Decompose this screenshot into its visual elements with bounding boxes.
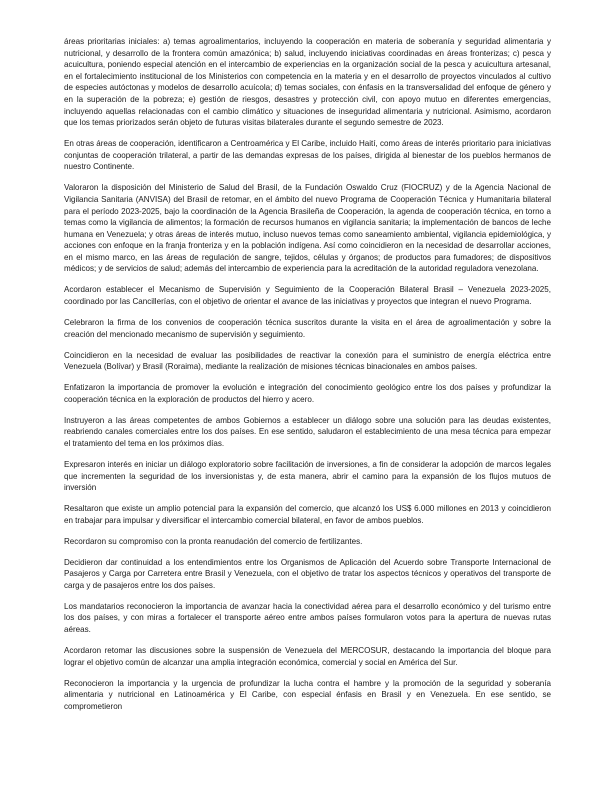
paragraph-geological-knowledge: Enfatizaron la importancia de promover la evolución e integración del conocimiento geológico entre los dos países y profundizar la cooperación técnica en la exploración de productos del hierro y acero. — [64, 383, 551, 404]
paragraph-agreements-signed: Celebraron la firma de los convenios de cooperación técnica suscritos durante la visita en el área de agroalimentación y sobre la creación del mencionado mecanismo de supervisión y seguimiento. — [64, 318, 551, 339]
paragraph-investment-facilitation: Expresaron interés en iniciar un diálogo exploratorio sobre facilitación de inversiones, a fin de considerar la adopción de marcos legales que incrementen la seguridad de los inversionistas y, de esta manera, abrir el camino para la expansión de los flujos mutuos de inversión — [64, 459, 551, 493]
paragraph-health-cooperation: Valoraron la disposición del Ministerio de Salud del Brasil, de la Fundación Oswaldo Cruz (FIOCRUZ) y de la Agencia Nacional de Vigilancia Sanitaria (ANVISA) del Brasil de retomar, en el ámbito del nuevo Programa de Cooperación Técnica y Humanitaria bilateral para el período 2023-2025, bajo la coordinación de la Agencia Brasileña de Cooperación, la agenda de cooperación técnica, en torno a temas como la vigilancia de alimentos; la formación de recursos humanos en vigilancia sanitaria; la implementación de bancos de leche humana en Venezuela; y otras áreas de interés mutuo, incluso nuevos temas como saneamiento ambiental, vigilancia epidemiológica, y acciones con enfoque en la franja fronteriza y en la población indígena. Así como coincidieron en la necesidad de desarrollar acciones, en el mismo marco, en las áreas de regulación de sangre, tejidos, células y órganos; de productos para fumadores; de dispositivos médicos; y de servicios de salud; además del intercambio de experiencia para la acreditación de la autoridad reguladora venezolana. — [64, 183, 551, 274]
paragraph-supervision-mechanism: Acordaron establecer el Mecanismo de Supervisión y Seguimiento de la Cooperación Bilateral Brasil – Venezuela 2023-2025, coordinado por las Cancillerías, con el objetivo de orientar el avance de las iniciativas y proyectos que integran el nuevo Programa. — [64, 285, 551, 307]
paragraph-priority-areas: áreas prioritarias iniciales: a) temas agroalimentarios, incluyendo la cooperación en materia de soberanía y seguridad alimentaria y nutricional, y desarrollo de la frontera común amazónica; b) salud, incluyendo iniciativas coordinadas en áreas fronterizas; c) pesca y acuicultura, poniendo especial atención en el intercambio de experiencias en la organización social de la pesca y acuicultura artesanal, en el fortalecimiento institucional de los Ministerios con competencia en la materia y en el desarrollo de proyectos vinculados al cultivo de especies autóctonas y modelos de desarrollo acuícola; d) temas sociales, con énfasis en la transversalidad del enfoque de género y en la superación de la pobreza; e) gestión de riesgos, desastres y protección civil, con apoyo mutuo en diferentes emergencias, incluyendo aquellas relacionadas con el cambio climático y situaciones de inseguridad alimentaria y nutricional. Asimismo, acordaron que los temas priorizados serán objeto de futuras visitas bilaterales durante el segundo semestre de 2023. — [64, 37, 551, 128]
paragraph-debts-dialogue: Instruyeron a las áreas competentes de ambos Gobiernos a establecer un diálogo sobre una solución para las deudas existentes, reabriendo canales comerciales entre los dos países. En ese sentido, saludaron el establecimiento de una mesa técnica para empezar el tratamiento del tema en los próximos días. — [64, 415, 551, 448]
paragraph-road-transport: Decidieron dar continuidad a los entendimientos entre los Organismos de Aplicación del Acuerdo sobre Transporte Internacional de Pasajeros y Carga por Carretera entre Brasil y Venezuela, con el objetivo de tratar los aspectos técnicos y operativos del transporte de carga y de pasajeros entre los dos países. — [64, 557, 551, 590]
paragraph-fertilizers: Recordaron su compromiso con la pronta reanudación del comercio de fertilizantes. — [64, 536, 363, 546]
paragraph-mercosur: Acordaron retomar las discusiones sobre la suspensión de Venezuela del MERCOSUR, destacando la importancia del bloque para lograr el objetivo común de alcanzar una amplia integración económica, comercial y social en América del Sur. — [64, 646, 551, 667]
paragraph-trilateral-cooperation: En otras áreas de cooperación, identificaron a Centroamérica y El Caribe, incluido Haití, como áreas de interés prioritario para iniciativas conjuntas de cooperación trilateral, a partir de las demandas expresas de los países, dirigida al bienestar de los pueblos hermanos de nuestro Continente. — [64, 139, 551, 172]
paragraph-electric-energy: Coincidieron en la necesidad de evaluar las posibilidades de reactivar la conexión para el suministro de energía eléctrica entre Venezuela (Bolívar) y Brasil (Roraima), mediante la realización de misiones técnicas binacionales en ambos países. — [64, 350, 551, 372]
paragraph-food-security: Reconocieron la importancia y la urgencia de profundizar la lucha contra el hambre y la promoción de la seguridad y soberanía alimentaria y nutricional en Latinoamérica y El Caribe, con especial énfasis en Brasil y en Venezuela. En ese sentido, se comprometieron — [64, 678, 551, 711]
paragraph-air-connectivity: Los mandatarios reconocieron la importancia de avanzar hacia la conectividad aérea para el desarrollo económico y del turismo entre los dos países, y con miras a fortalecer el transporte aéreo entre ambos países formularon votos para la apertura de nuevas rutas aéreas. — [64, 601, 551, 635]
document-page — [64, 36, 551, 722]
paragraph-trade-expansion: Resaltaron que existe un amplio potencial para la expansión del comercio, que alcanzó los US$ 6.000 millones en 2013 y coincidieron en trabajar para impulsar y diversificar el intercambio comercial bilateral, en favor de ambos pueblos. — [64, 504, 551, 525]
